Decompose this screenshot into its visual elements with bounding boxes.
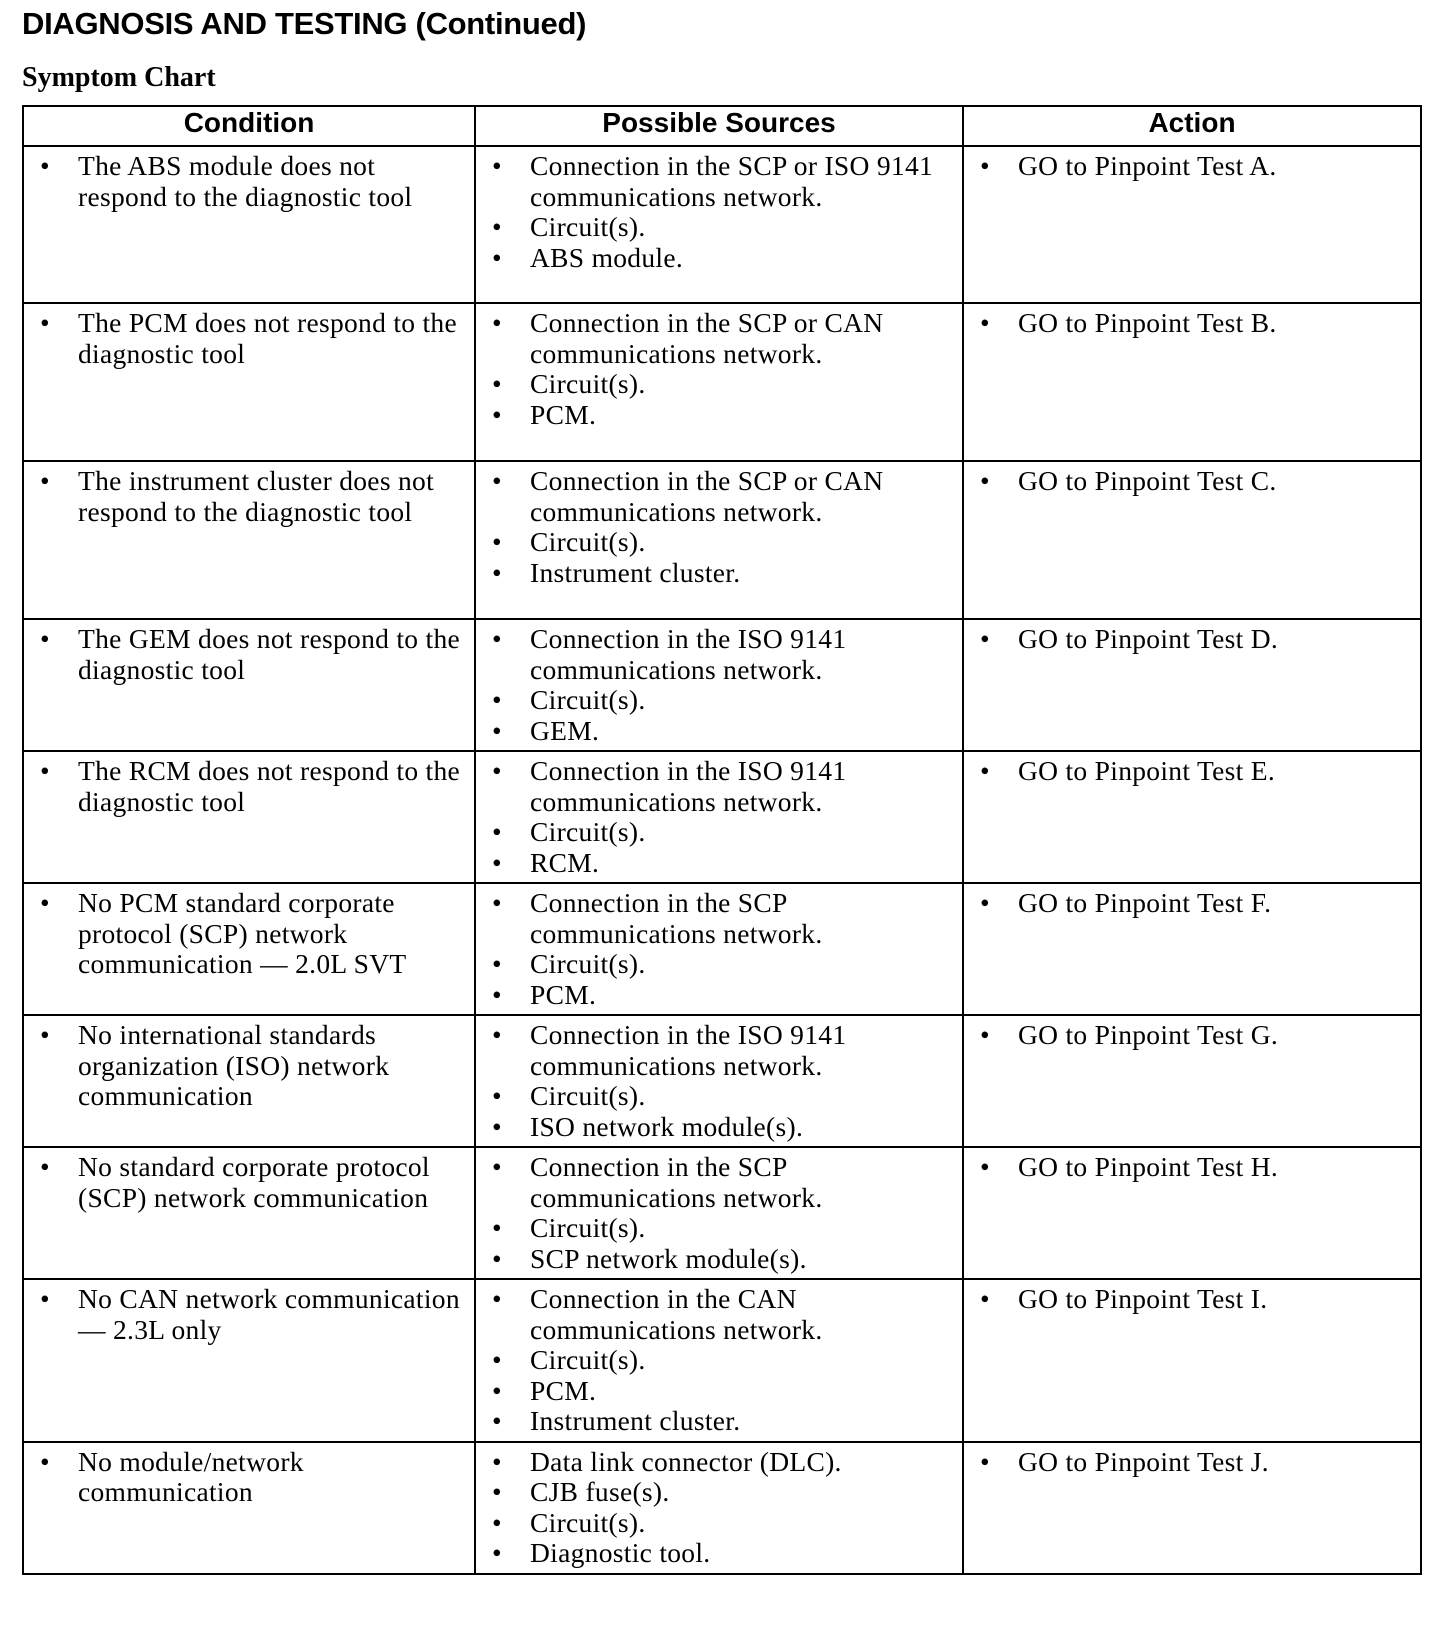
list-item: • No standard corporate protocol (SCP) network communication [24, 1152, 474, 1213]
possible-sources-cell [475, 146, 963, 303]
bullet-list [964, 884, 1420, 923]
bullet-list [476, 1443, 962, 1573]
bullet-list [964, 1443, 1420, 1482]
condition-cell [23, 883, 475, 1015]
table-header-row [23, 106, 1421, 146]
bullet-list [24, 884, 474, 984]
list-item: • PCM. [476, 1376, 962, 1407]
list-item: • Circuit(s). [476, 527, 962, 558]
list-item: • Instrument cluster. [476, 1406, 962, 1437]
list-item: • CJB fuse(s). [476, 1477, 962, 1508]
list-item: • Circuit(s). [476, 1345, 962, 1376]
list-item: • PCM. [476, 400, 962, 431]
list-item: • Circuit(s). [476, 1508, 962, 1539]
list-item: • GEM. [476, 716, 962, 747]
list-item: • Connection in the SCP or CAN communications network. [476, 466, 962, 527]
bullet-list [476, 1280, 962, 1441]
bullet-list [964, 462, 1420, 501]
bullet-list [24, 1148, 474, 1217]
list-item: • ISO network module(s). [476, 1112, 962, 1143]
list-item: • GO to Pinpoint Test D. [964, 624, 1420, 655]
action-cell [963, 1442, 1421, 1574]
list-item: • Circuit(s). [476, 1213, 962, 1244]
action-cell [963, 883, 1421, 1015]
table-row [23, 146, 1421, 303]
possible-sources-cell [475, 1015, 963, 1147]
bullet-list [476, 304, 962, 434]
bullet-list [476, 884, 962, 1014]
section-title: Symptom Chart [22, 62, 216, 93]
possible-sources-cell [475, 1279, 963, 1442]
header-condition: Condition [23, 106, 475, 146]
list-item: • The GEM does not respond to the diagnostic tool [24, 624, 474, 685]
list-item: • Connection in the SCP communications network. [476, 888, 962, 949]
bullet-list [964, 147, 1420, 186]
bullet-list [964, 304, 1420, 343]
list-item: • Connection in the ISO 9141 communications network. [476, 756, 962, 817]
header-possible-sources: Possible Sources [475, 106, 963, 146]
list-item: • Connection in the SCP or CAN communications network. [476, 308, 962, 369]
list-item: • Circuit(s). [476, 817, 962, 848]
list-item: • GO to Pinpoint Test C. [964, 466, 1420, 497]
list-item: • Connection in the ISO 9141 communications network. [476, 624, 962, 685]
action-cell [963, 146, 1421, 303]
list-item: • Circuit(s). [476, 212, 962, 243]
list-item: • The instrument cluster does not respond to the diagnostic tool [24, 466, 474, 527]
list-item: • Diagnostic tool. [476, 1538, 962, 1569]
list-item: • GO to Pinpoint Test A. [964, 151, 1420, 182]
list-item: • The ABS module does not respond to the diagnostic tool [24, 151, 474, 212]
possible-sources-cell [475, 619, 963, 751]
list-item: • No module/network communication [24, 1447, 474, 1508]
bullet-list [476, 620, 962, 750]
list-item: • GO to Pinpoint Test F. [964, 888, 1420, 919]
list-item: • GO to Pinpoint Test B. [964, 308, 1420, 339]
list-item: • Connection in the SCP communications network. [476, 1152, 962, 1213]
action-cell [963, 303, 1421, 461]
action-cell [963, 461, 1421, 619]
list-item: • PCM. [476, 980, 962, 1011]
list-item: • Circuit(s). [476, 685, 962, 716]
bullet-list [964, 752, 1420, 791]
action-cell [963, 1279, 1421, 1442]
table-row [23, 1147, 1421, 1279]
list-item: • Data link connector (DLC). [476, 1447, 962, 1478]
list-item: • Circuit(s). [476, 1081, 962, 1112]
condition-cell [23, 1015, 475, 1147]
list-item: • Connection in the ISO 9141 communications network. [476, 1020, 962, 1081]
list-item: • ABS module. [476, 243, 962, 274]
list-item: • The RCM does not respond to the diagnostic tool [24, 756, 474, 817]
bullet-list [24, 304, 474, 373]
list-item: • GO to Pinpoint Test H. [964, 1152, 1420, 1183]
possible-sources-cell [475, 1442, 963, 1574]
list-item: • Circuit(s). [476, 369, 962, 400]
symptom-chart-table [22, 105, 1422, 1575]
list-item: • GO to Pinpoint Test J. [964, 1447, 1420, 1478]
possible-sources-cell [475, 461, 963, 619]
bullet-list [964, 620, 1420, 659]
action-cell [963, 1147, 1421, 1279]
bullet-list [24, 620, 474, 689]
bullet-list [24, 462, 474, 531]
list-item: • RCM. [476, 848, 962, 879]
table-row [23, 461, 1421, 619]
bullet-list [476, 752, 962, 882]
list-item: • GO to Pinpoint Test I. [964, 1284, 1420, 1315]
bullet-list [24, 1443, 474, 1512]
bullet-list [476, 1016, 962, 1146]
possible-sources-cell [475, 751, 963, 883]
list-item: • Connection in the SCP or ISO 9141 communications network. [476, 151, 962, 212]
condition-cell [23, 146, 475, 303]
bullet-list [24, 147, 474, 216]
table-row [23, 1015, 1421, 1147]
bullet-list [476, 1148, 962, 1278]
condition-cell [23, 461, 475, 619]
list-item: • Connection in the CAN communications network. [476, 1284, 962, 1345]
list-item: • No PCM standard corporate protocol (SCP) network communication — 2.0L SVT [24, 888, 474, 980]
possible-sources-cell [475, 303, 963, 461]
bullet-list [476, 147, 962, 277]
header-action: Action [963, 106, 1421, 146]
bullet-list [24, 1280, 474, 1349]
bullet-list [964, 1148, 1420, 1187]
page-title: DIAGNOSIS AND TESTING (Continued) [22, 6, 587, 41]
list-item: • Circuit(s). [476, 949, 962, 980]
action-cell [963, 1015, 1421, 1147]
condition-cell [23, 1279, 475, 1442]
possible-sources-cell [475, 883, 963, 1015]
list-item: • GO to Pinpoint Test E. [964, 756, 1420, 787]
table-row [23, 1442, 1421, 1574]
bullet-list [964, 1016, 1420, 1055]
condition-cell [23, 1442, 475, 1574]
table-row [23, 619, 1421, 751]
list-item: • No international standards organization (ISO) network communication [24, 1020, 474, 1112]
bullet-list [24, 752, 474, 821]
condition-cell [23, 751, 475, 883]
bullet-list [24, 1016, 474, 1116]
possible-sources-cell [475, 1147, 963, 1279]
bullet-list [476, 462, 962, 592]
condition-cell [23, 303, 475, 461]
condition-cell [23, 1147, 475, 1279]
list-item: • GO to Pinpoint Test G. [964, 1020, 1420, 1051]
list-item: • The PCM does not respond to the diagnostic tool [24, 308, 474, 369]
table-row [23, 1279, 1421, 1442]
list-item: • Instrument cluster. [476, 558, 962, 589]
condition-cell [23, 619, 475, 751]
action-cell [963, 751, 1421, 883]
list-item: • No CAN network communication— 2.3L only [24, 1284, 474, 1345]
list-item: • SCP network module(s). [476, 1244, 962, 1275]
table-row [23, 883, 1421, 1015]
bullet-list [964, 1280, 1420, 1319]
table-row [23, 751, 1421, 883]
action-cell [963, 619, 1421, 751]
table-row [23, 303, 1421, 461]
